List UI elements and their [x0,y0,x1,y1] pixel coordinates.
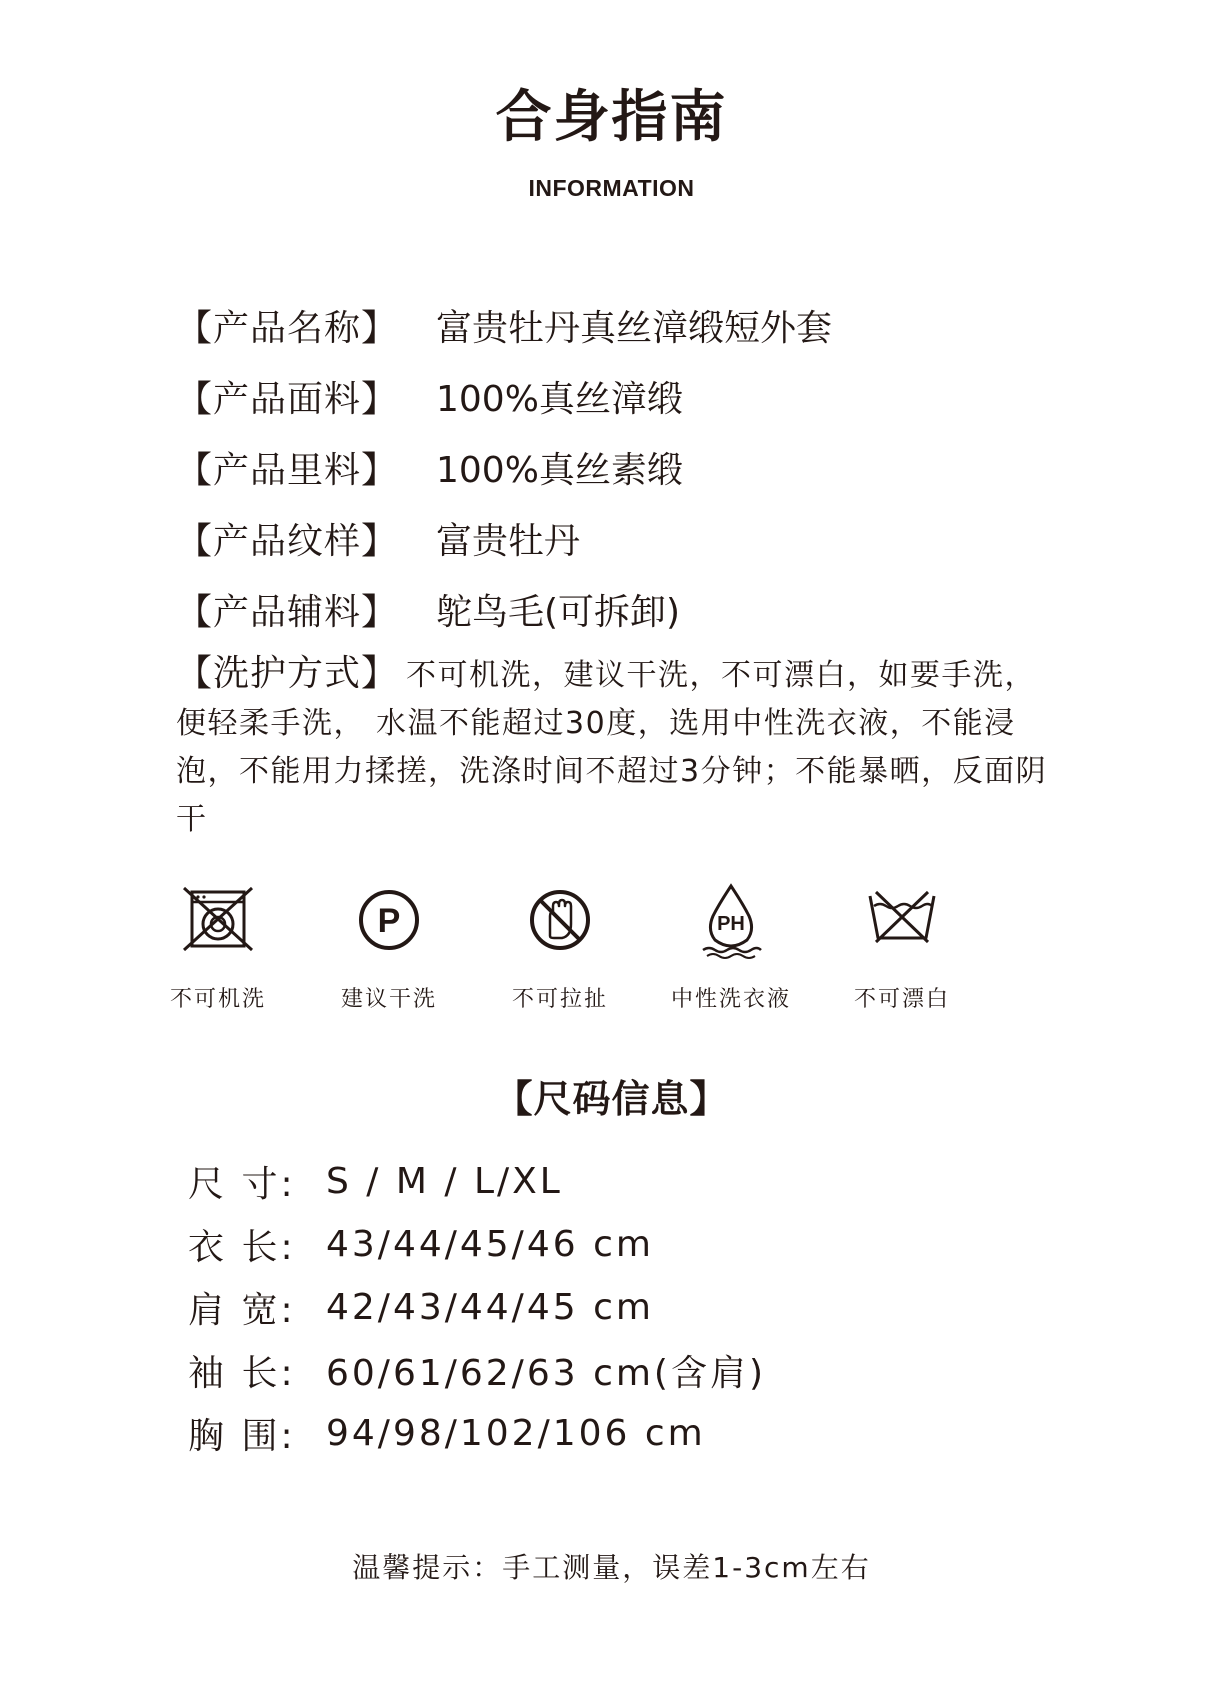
info-value: 100%真丝漳缎 [436,379,683,420]
page-title: 合身指南 [495,85,728,150]
product-info-row-lining [176,432,1056,503]
info-label: 【产品面料】 [176,379,399,420]
no-machine-wash-icon [178,880,258,960]
product-info-row-accessory [176,574,1056,645]
size-value: 94/98/102/106 cm [326,1413,706,1454]
care-icon-item [485,880,635,1013]
care-label: 【洗护方式】 [176,653,399,694]
svg-text:P: P [377,902,401,940]
info-label: 【产品名称】 [176,308,399,349]
page-subtitle: INFORMATION [528,175,695,201]
size-row [188,1150,1048,1213]
size-row [188,1339,1048,1402]
size-label: 袖 长: [188,1353,296,1394]
neutral-detergent-icon [691,880,771,960]
size-row [188,1276,1048,1339]
info-value: 富贵牡丹 [436,521,581,562]
size-heading: 【尺码信息】 [494,1077,729,1121]
dry-clean-icon [349,880,429,960]
size-row [188,1213,1048,1276]
info-value: 100%真丝素缎 [436,450,683,491]
product-info-row-pattern [176,503,1056,574]
care-text: 不可机洗，建议干洗，不可漂白，如要手洗，便轻柔手洗， 水温不能超过30度，选用中性洗衣液，不能浸泡，不能用力揉搓，洗涤时间不超过3分钟；不能暴晒，反面阴干 [176,658,1048,837]
size-info-list [188,1150,1048,1465]
size-label: 尺 寸: [188,1164,296,1205]
care-icon-item [314,880,464,1013]
size-value: 60/61/62/63 cm(含肩) [326,1353,767,1394]
care-icon-item [143,880,293,1013]
size-label: 胸 围: [188,1416,296,1457]
size-value: 42/43/44/45 cm [326,1287,654,1328]
info-label: 【产品里料】 [176,450,399,491]
size-label: 衣 长: [188,1227,296,1268]
info-value: 富贵牡丹真丝漳缎短外套 [436,308,833,349]
size-value: S / M / L/XL [326,1161,563,1202]
product-info-row-name [176,290,1056,361]
care-icons-row [169,880,1056,1030]
no-pull-icon [520,880,600,960]
icon-caption: 建议干洗 [340,987,437,1012]
product-info-list [176,290,1056,645]
icon-caption: 不可漂白 [853,987,950,1012]
product-info-row-fabric [176,361,1056,432]
icon-caption: 不可拉扯 [511,987,608,1012]
size-row [188,1402,1048,1465]
info-label: 【产品辅料】 [176,592,399,633]
info-value: 鸵鸟毛(可拆卸) [436,592,681,633]
icon-caption: 中性洗衣液 [670,987,791,1012]
size-label: 肩 宽: [188,1290,296,1331]
no-bleach-icon [862,880,942,960]
info-label: 【产品纹样】 [176,521,399,562]
measurement-tip: 温馨提示：手工测量，误差1-3cm左右 [352,1551,871,1584]
care-icon-item [827,880,977,1013]
care-icon-item [656,880,806,1013]
care-instructions [176,650,1056,844]
icon-caption: 不可机洗 [169,987,266,1012]
size-value: 43/44/45/46 cm [326,1224,654,1265]
svg-text:PH: PH [717,913,745,935]
